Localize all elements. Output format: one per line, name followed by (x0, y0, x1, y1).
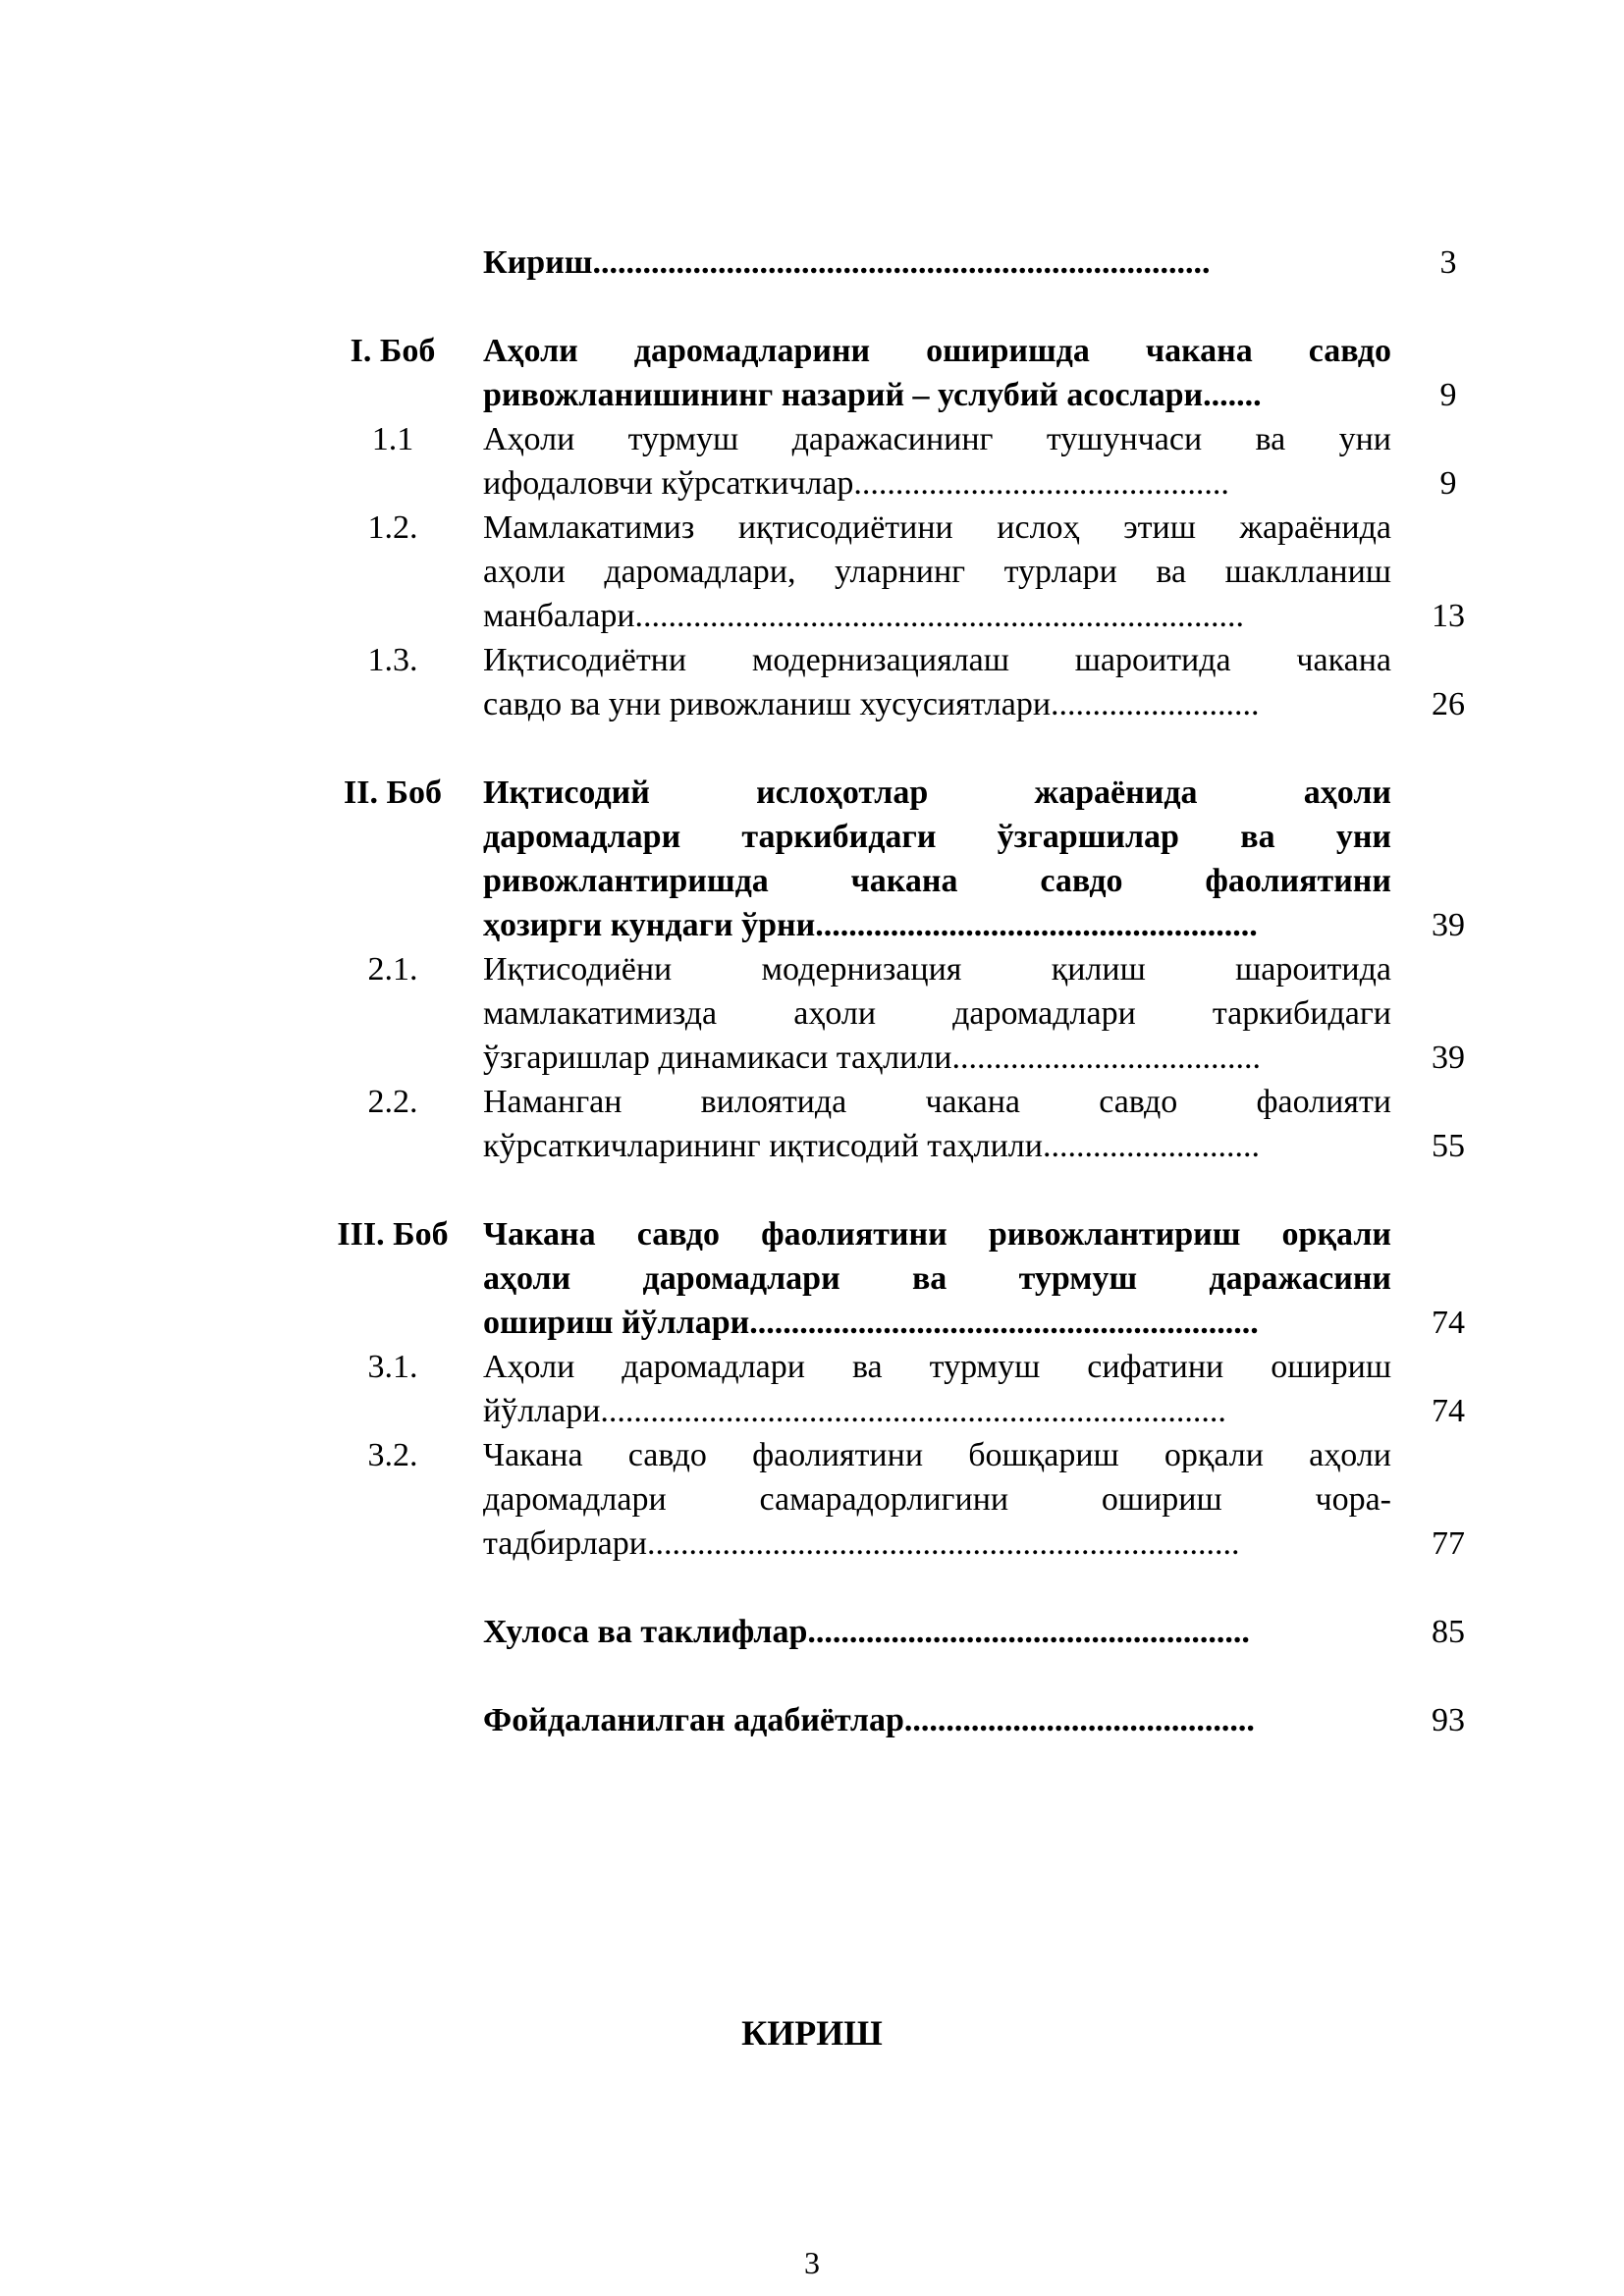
toc-entry-title: Хулоса ва таклифлар..................................................... (483, 1614, 1250, 1650)
toc-page-number: 77 (1432, 1525, 1465, 1562)
toc-section-label: 3.2. (367, 1437, 418, 1473)
toc-section-3-1-cont[interactable] (0, 1389, 1624, 1433)
toc-page-number: 55 (1432, 1128, 1465, 1164)
toc-page-number: 39 (1432, 1040, 1465, 1076)
toc-section-3-2[interactable] (0, 1433, 1624, 1477)
toc-section-2-1-cont[interactable] (0, 1036, 1624, 1080)
toc-chapter-2-cont[interactable] (0, 815, 1624, 859)
toc-entry-title-line: аҳоли даромадлари, уларнинг турлари ва шаклланиш (483, 554, 1391, 590)
toc-section-3-2-cont[interactable] (0, 1477, 1624, 1522)
toc-section-2-1[interactable] (0, 947, 1624, 991)
toc-entry-title-line: ҳозирги кундаги ўрни..................................................... (483, 907, 1258, 943)
toc-entry-title-line: Чакана савдо фаолиятини ривожлантириш орқали (483, 1216, 1391, 1253)
toc-entry-title-line: Наманган вилоятида чакана савдо фаолияти (483, 1084, 1391, 1120)
toc-page-number: 74 (1432, 1393, 1465, 1429)
toc-section-label: 3.1. (367, 1349, 418, 1385)
toc-section-label: 1.1 (371, 421, 414, 457)
toc-chapter-1[interactable] (0, 329, 1624, 373)
toc-page-number: 93 (1432, 1702, 1465, 1738)
toc-section-1-2[interactable] (0, 506, 1624, 550)
toc-entry-conclusion[interactable] (0, 1610, 1624, 1654)
toc-section-1-1-cont[interactable] (0, 461, 1624, 506)
toc-entry-references[interactable] (0, 1698, 1624, 1742)
toc-entry-title-line: даромадлари самарадорлигини ошириш чора- (483, 1481, 1391, 1518)
toc-entry-title-line: Аҳоли даромадларини оширишда чакана савдо (483, 333, 1391, 369)
toc-chapter-2[interactable] (0, 771, 1624, 815)
toc-section-label: 1.2. (367, 509, 418, 546)
toc-page-number: 9 (1439, 465, 1457, 502)
toc-section-1-2-cont[interactable] (0, 550, 1624, 594)
toc-entry-title-line: тадбирлари....................................................................... (483, 1525, 1240, 1562)
toc-entry-title-line: манбалари......................................................................... (483, 598, 1245, 634)
toc-section-1-1[interactable] (0, 417, 1624, 461)
toc-chapter-3-cont[interactable] (0, 1301, 1624, 1345)
toc-entry-title-line: кўрсаткичларининг иқтисодий таҳлили.......................... (483, 1128, 1260, 1164)
toc-page-number: 3 (1439, 244, 1457, 281)
toc-chapter-1-cont[interactable] (0, 373, 1624, 417)
toc-entry-title-line: Аҳоли турмуш даражасининг тушунчаси ва уни (483, 421, 1391, 457)
toc-section-1-3[interactable] (0, 638, 1624, 682)
toc-entry-intro[interactable] (0, 240, 1624, 285)
page-number: 3 (804, 2245, 820, 2280)
toc-entry-title-line: Чакана савдо фаолиятини бошқариш орқали аҳоли (483, 1437, 1391, 1473)
toc-chapter-label: II. Боб (344, 774, 442, 811)
toc-section-2-2[interactable] (0, 1080, 1624, 1124)
toc-page-number: 26 (1432, 686, 1465, 722)
toc-section-1-2-cont[interactable] (0, 594, 1624, 638)
toc-entry-title-line: ривожланишининг назарий – услубий асослари....... (483, 377, 1262, 413)
toc-section-label: 1.3. (367, 642, 418, 678)
toc-section-2-1-cont[interactable] (0, 991, 1624, 1036)
toc-entry-title-line: ўзгаришлар динамикаси таҳлили..................................... (483, 1040, 1261, 1076)
toc-entry-title-line: мамлакатимизда аҳоли даромадлари таркибидаги (483, 995, 1391, 1032)
toc-section-label: 2.2. (367, 1084, 418, 1120)
toc-chapter-label: III. Боб (337, 1216, 449, 1253)
section-heading: КИРИШ (741, 2013, 883, 2053)
toc-entry-title-line: ифодаловчи кўрсаткичлар............................................. (483, 465, 1229, 502)
toc-section-2-2-cont[interactable] (0, 1124, 1624, 1168)
toc-page-number: 85 (1432, 1614, 1465, 1650)
toc-section-3-2-cont[interactable] (0, 1522, 1624, 1566)
toc-page-number: 74 (1432, 1305, 1465, 1341)
toc-entry-title-line: аҳоли даромадлари ва турмуш даражасини (483, 1260, 1391, 1297)
toc-section-3-1[interactable] (0, 1345, 1624, 1389)
toc-page-number: 9 (1439, 377, 1457, 413)
toc-chapter-3[interactable] (0, 1212, 1624, 1256)
toc-entry-title-line: ошириш йўллари............................................................. (483, 1305, 1259, 1341)
toc-entry-title: Фойдаланилган адабиётлар.......................................... (483, 1702, 1255, 1738)
toc-entry-title-line: Мамлакатимиз иқтисодиётини ислоҳ этиш жараёнида (483, 509, 1391, 546)
toc-entry-title-line: Иқтисодиётни модернизациялаш шароитида чакана (483, 642, 1391, 678)
toc-chapter-2-cont[interactable] (0, 903, 1624, 947)
toc-entry-title-line: савдо ва уни ривожланиш хусусиятлари......................... (483, 686, 1260, 722)
toc-chapter-3-cont[interactable] (0, 1256, 1624, 1301)
toc-entry-title-line: йўллари........................................................................... (483, 1393, 1226, 1429)
toc-page-number: 13 (1432, 598, 1465, 634)
toc-entry-title-line: ривожлантиришда чакана савдо фаолиятини (483, 863, 1391, 899)
toc-entry-title-line: Иқтисодиёни модернизация қилиш шароитида (483, 951, 1391, 988)
toc-entry-title-line: даромадлари таркибидаги ўзгаршилар ва уни (483, 819, 1391, 855)
toc-section-1-3-cont[interactable] (0, 682, 1624, 726)
toc-entry-title-line: Аҳоли даромадлари ва турмуш сифатини ошириш (483, 1349, 1391, 1385)
toc-entry-title: Кириш.......................................................................... (483, 244, 1211, 281)
toc-page-number: 39 (1432, 907, 1465, 943)
toc-entry-title-line: Иқтисодий ислоҳотлар жараёнида аҳоли (483, 774, 1391, 811)
toc-chapter-2-cont[interactable] (0, 859, 1624, 903)
toc-section-label: 2.1. (367, 951, 418, 988)
toc-chapter-label: I. Боб (350, 333, 436, 369)
